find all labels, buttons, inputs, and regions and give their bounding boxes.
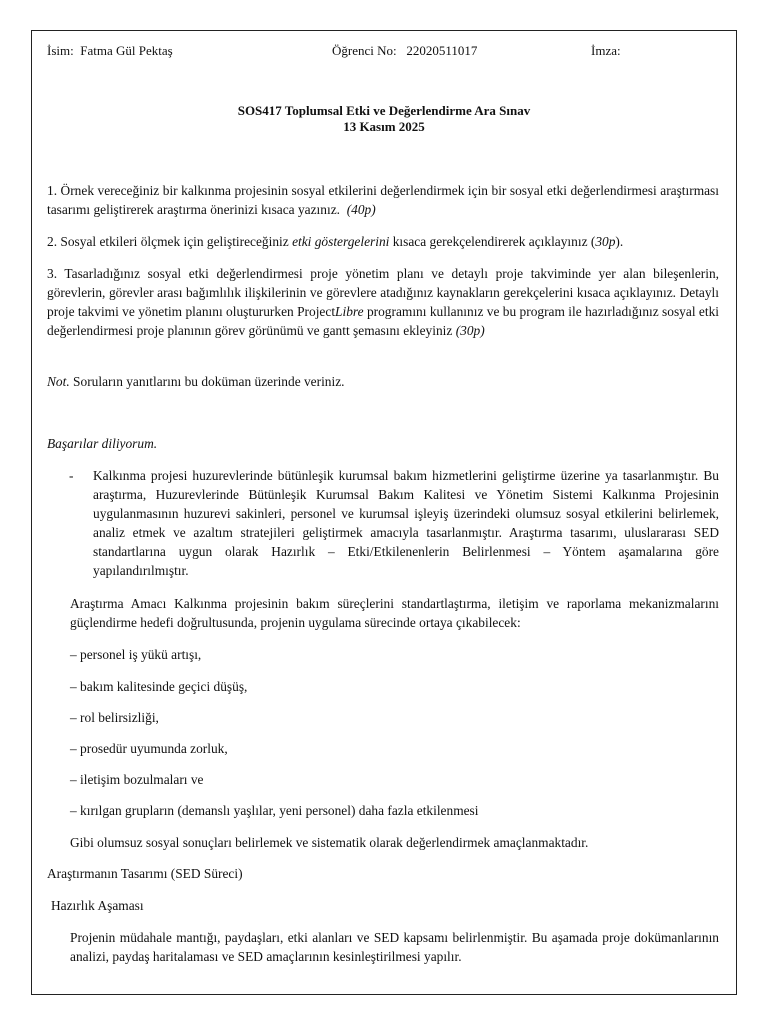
closing [47,434,719,453]
note-label: Not. [47,374,70,389]
question-2 [47,232,719,251]
student-no-label: Öğrenci No: [332,43,397,58]
signature-label: İmza: [591,43,621,58]
answer-purpose: Araştırma Amacı Kalkınma projesinin bakım süreçlerini standartlaştırma, iletişim ve raporlama mekanizmalarını güçlendirme hedefi doğrultusunda, projenin uygulama sürecinde ortaya çıkabilecek: [70,596,719,630]
design-heading: Araştırmanın Tasarımı (SED Süreci) [47,866,243,881]
exam-date: 13 Kasım 2025 [343,119,425,134]
answer-bullet-text: Kalkınma projesi huzurevlerinde bütünleşik kurumsal bakım hizmetlerini geliştirme üzerine ya tasarlanmıştır. Bu araştırma, Huzurevlerinde Bütünleşik Kurumsal Bakım Kalitesi ve Yönetim Sistemi Kalkınma Projesinin uygulanmasının huzurevi sakinleri, personel ve kurumsal işleyiş üzerindeki olumsuz sosyal etkilerini belirlemek, analiz etmek ve azaltım stratejileri geliştirmek amacıyla tasarlanmıştır. Araştırma tasarımı, uluslararası SED standartlarına uygun olarak Hazırlık – Etki/Etkilenenlerin Belirlenmesi – Yöntem aşamalarına göre yapılandırılmıştır. [93,468,719,578]
exam-title: SOS417 Toplumsal Etki ve Değerlendirme Ara Sınav [237,103,531,118]
answer-item: – iletişim bozulmaları ve [70,772,204,787]
question-3-text-b: programını kullanınız ve bu program ile hazırladığınız sosyal etki değerlendirmesi proje planının görev görünümü ve gantt şemasını ekleyiniz [47,304,719,338]
answer-bullet-dash: - [69,468,74,483]
question-3-italic: Libre [335,304,364,319]
prep-heading: Hazırlık Aşaması [51,898,144,913]
answer-item: – bakım kalitesinde geçici düşüş, [70,679,248,694]
answer-conclusion: Gibi olumsuz sosyal sonuçları belirlemek ve sistematik olarak değerlendirmek amaçlanmaktadır. [70,835,589,850]
question-2-italic: etki göstergelerini [292,234,390,249]
question-2-points: 30p [595,234,616,249]
question-2-suffix: kısaca gerekçelendirerek açıklayınız ( [389,234,596,249]
question-2-prefix: 2. Sosyal etkileri ölçmek için geliştireceğiniz [47,234,293,249]
answer-item: – prosedür uyumunda zorluk, [70,741,228,756]
question-3 [47,264,719,340]
student-no-value: 22020511017 [406,43,478,58]
question-1-text: 1. Örnek vereceğiniz bir kalkınma projesinin sosyal etkilerini değerlendirmek için bir sosyal etki değerlendirmesi araştırması tasarımı geliştirerek araştırma önerinizi kısaca yazınız. [47,183,719,217]
answer-item: – rol belirsizliği, [70,710,159,725]
question-1-points: (40p) [346,202,376,217]
name-value: Fatma Gül Pektaş [80,43,173,58]
closing-text: Başarılar diliyorum. [47,436,158,451]
name-field [47,43,173,59]
question-3-text-a: 3. Tasarladığınız sosyal etki değerlendirmesi proje yönetim planı ve detaylı proje takviminde yer alan bileşenlerin, görevlerin, görevler arası bağımlılık ilişkilerinin ve görevlere atadığınız kaynakların gerekçelerini kısaca açıklayınız. Detaylı proje takvimi ve yönetim planını oluştururken Project [47,266,719,319]
question-2-end: ). [615,234,624,249]
name-label: İsim: [47,43,74,58]
student-no-field [332,43,477,59]
question-3-points: (30p) [455,323,485,338]
question-1 [47,181,719,219]
prep-text: Projenin müdahale mantığı, paydaşları, etki alanları ve SED kapsamı belirlenmiştir. Bu aşamada proje dokümanlarının analizi, paydaş haritalaması ve SED amaçlarının kesinleştirilmesi yapılır. [70,930,719,964]
note-text: Soruların yanıtlarını bu doküman üzerinde veriniz. [69,374,345,389]
answer-item: – personel iş yükü artışı, [70,647,202,662]
note [47,372,719,391]
answer-item: – kırılgan grupların (demanslı yaşlılar, yeni personel) daha fazla etkilenmesi [70,803,479,818]
